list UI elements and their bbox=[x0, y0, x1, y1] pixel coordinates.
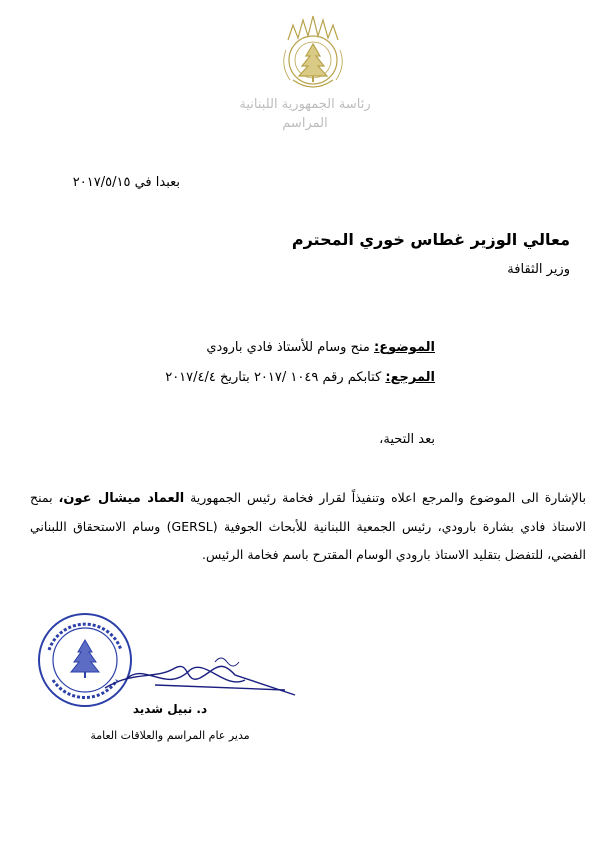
recipient-ministry: وزير الثقافة bbox=[507, 262, 570, 277]
subject-line bbox=[206, 340, 435, 355]
presidency-emblem-icon bbox=[268, 10, 358, 100]
subject-text: منح وسام للأستاذ فادي بارودي bbox=[206, 340, 374, 355]
signer-title: مدير عام المراسم والعلاقات العامة bbox=[90, 729, 250, 742]
greeting: بعد التحية، bbox=[379, 432, 435, 447]
body-paragraph bbox=[30, 484, 586, 570]
subject-label: الموضوع: bbox=[374, 340, 435, 355]
body-highlight: العماد ميشال عون، bbox=[58, 491, 185, 506]
body-part1: بالإشارة الى الموضوع والمرجع اعلاه وتنفيذاً لقرار فخامة رئيس الجمهورية bbox=[184, 490, 586, 505]
reference-line bbox=[165, 370, 435, 385]
letter-date: بعبدا في ٢٠١٧/٥/١٥ bbox=[72, 175, 180, 190]
handwritten-signature-icon bbox=[95, 640, 305, 710]
signer-name: د. نبيل شديد bbox=[132, 702, 208, 716]
letterhead-title: رئاسة الجمهورية اللبنانية bbox=[239, 97, 371, 112]
reference-text: كتابكم رقم ١٠٤٩ /٢٠١٧ بتاريخ ٢٠١٧/٤/٤ bbox=[165, 370, 386, 385]
body-part2: بمنح الاستاذ فادي بشارة بارودي، رئيس الجمعية اللبنانية للأبحاث الجوفية (GERSL) وسام الاستحقاق اللبناني الفضي، للتفضل بتقليد الاستاذ بارودي الوسام المقترح باسم فخامة الرئيس. bbox=[30, 490, 586, 563]
recipient-name: معالي الوزير غطاس خوري المحترم bbox=[291, 230, 570, 249]
reference-label: المرجع: bbox=[385, 370, 435, 385]
letterhead-subtitle: المراسم bbox=[282, 116, 328, 131]
